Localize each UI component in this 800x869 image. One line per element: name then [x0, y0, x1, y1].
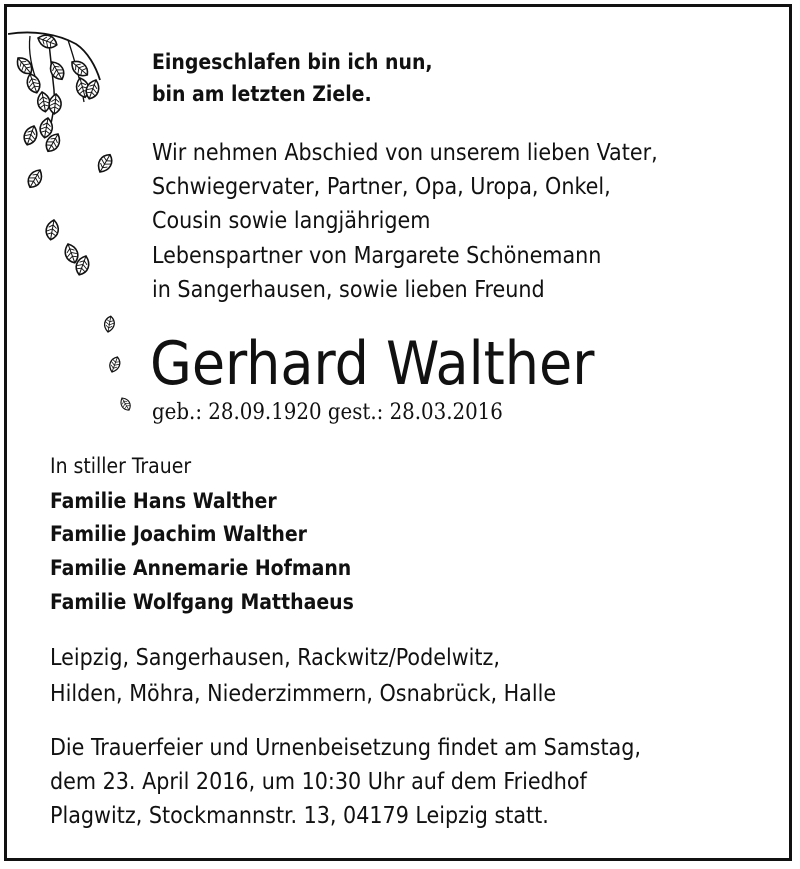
verse-line-1: Eingeschlafen bin ich nun,	[152, 50, 433, 74]
intro-line-3: Cousin sowie langjährigem	[152, 208, 431, 234]
family-3: Familie Annemarie Hofmann	[50, 556, 352, 580]
family-1: Familie Hans Walther	[50, 489, 277, 513]
ceremony-line-1: Die Trauerfeier und Urnenbeisetzung findet am Samstag,	[50, 735, 641, 761]
mourners-intro: In stiller Trauer	[50, 454, 192, 478]
intro-line-5: in Sangerhausen, sowie lieben Freund	[152, 277, 545, 303]
intro-line-4: Lebenspartner von Margarete Schönemann	[152, 243, 602, 269]
verse-line-2: bin am letzten Ziele.	[152, 82, 372, 106]
family-4: Familie Wolfgang Matthaeus	[50, 590, 354, 614]
life-dates: geb.: 28.09.1920 gest.: 28.03.2016	[152, 400, 503, 425]
intro-line-1: Wir nehmen Abschied von unserem lieben Vater,	[152, 140, 658, 166]
places-line-2: Hilden, Möhra, Niederzimmern, Osnabrück, Halle	[50, 681, 557, 707]
intro-line-2: Schwiegervater, Partner, Opa, Uropa, Onkel,	[152, 174, 611, 200]
ceremony-line-3: Plagwitz, Stockmannstr. 13, 04179 Leipzig statt.	[50, 803, 549, 829]
ceremony-line-2: dem 23. April 2016, um 10:30 Uhr auf dem Friedhof	[50, 769, 587, 795]
leaf-branch-icon	[8, 22, 138, 422]
deceased-name: Gerhard Walther	[150, 329, 595, 399]
places-line-1: Leipzig, Sangerhausen, Rackwitz/Podelwitz,	[50, 645, 500, 671]
family-2: Familie Joachim Walther	[50, 522, 307, 546]
